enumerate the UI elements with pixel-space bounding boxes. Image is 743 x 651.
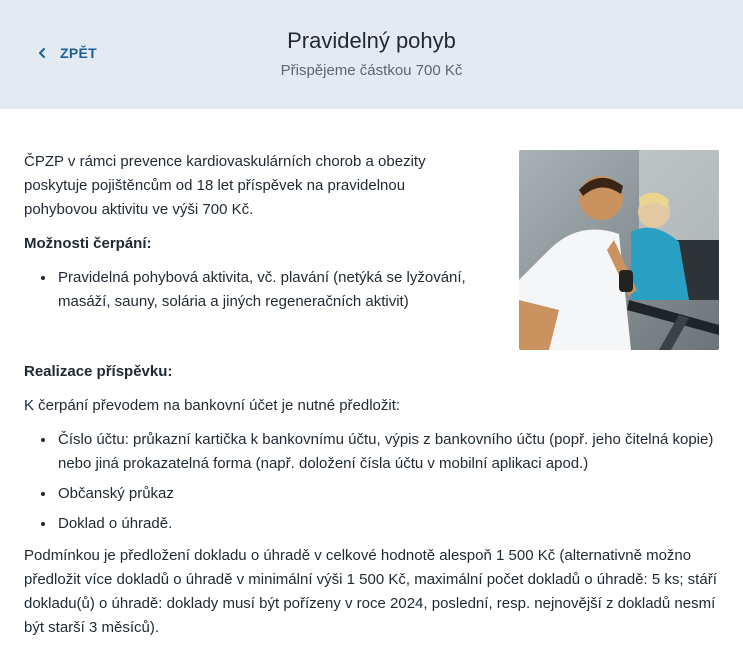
intro-text: ČPZP v rámci prevence kardiovaskulárních chorob a obezity poskytuje pojištěncům od 18 let příspěvek na pravidelnou pohybovou aktivitu ve výši 700 Kč. [24,153,426,218]
options-heading: Možnosti čerpání: [24,235,152,252]
cycling-illustration [519,150,719,350]
requirements-list [24,428,719,536]
list-item: • Číslo účtu: průkazní kartička k bankovnímu účtu, výpis z bankovního účtu (popř. jeho čitelná kopie) nebo jiná prokazatelná forma (např. doložení čísla účtu v mobilní aplikaci apod.) [56,428,719,476]
realization-heading: Realizace příspěvku: [24,363,173,380]
realization-intro: K čerpání převodem na bankovní účet je nutné předložit: [24,397,401,414]
article-content [24,150,719,650]
fitness-photo [519,150,719,350]
page-header [0,0,743,109]
list-item: • Pravidelná pohybová aktivita, vč. plavání (netýká se lyžování, masáží, sauny, solária a jiných regeneračních aktivit) [56,266,494,314]
page-subtitle: Přispějeme částkou 700 Kč [280,62,463,79]
options-list [24,266,494,314]
list-item: • Občanský průkaz [56,482,719,506]
back-button-label: ZPĚT [60,45,97,61]
list-item: • Doklad o úhradě. [56,512,719,536]
condition-text: Podmínkou je předložení dokladu o úhradě v celkové hodnotě alespoň 1 500 Kč (alternativně možno předložit více dokladů o úhradě v minimální výši 1 500 Kč, maximální počet dokladů o úhradě: 5 ks; stáří dokladu(ů) o úhradě: doklady musí být pořízeny v roce 2024, poslední, resp. nejnovější z dokladů nesmí být starší 3 měsíců). [24,547,717,636]
page-title: Pravidelný pohyb [287,28,456,53]
